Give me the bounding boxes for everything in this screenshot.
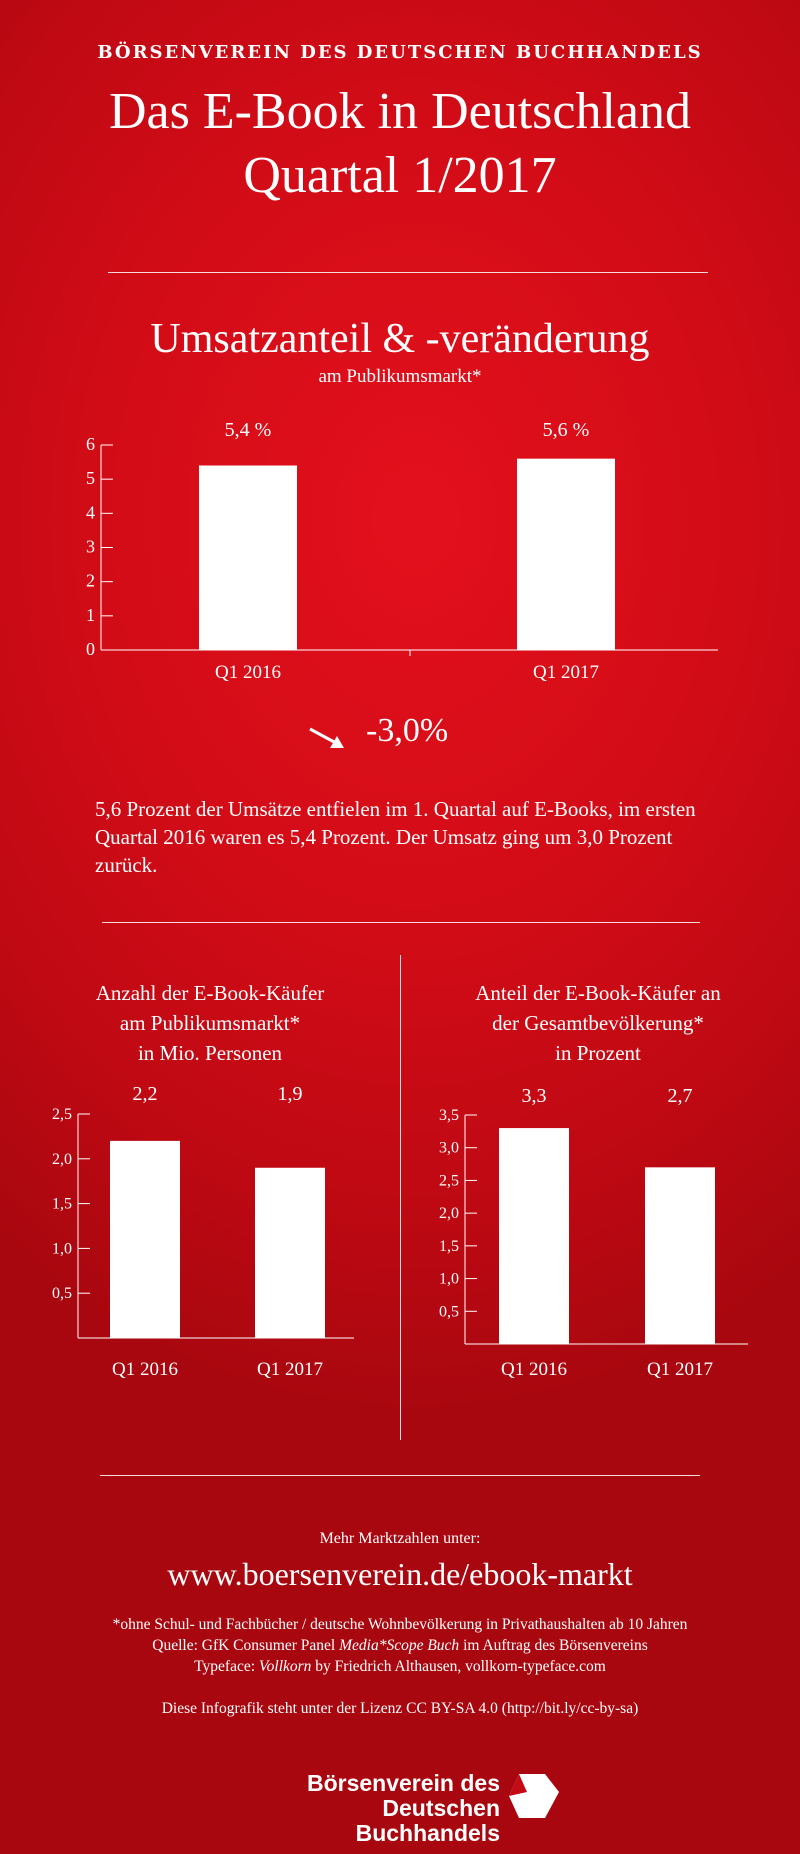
chart2-y-tick-label: 2,5 — [52, 1106, 72, 1123]
chart3-category-label: Q1 2017 — [647, 1359, 713, 1380]
chart3-y-tick-label: 3,5 — [439, 1107, 459, 1124]
divider-middle — [102, 922, 700, 923]
chart2-y-tick-label: 0,5 — [52, 1285, 72, 1303]
chart3-title-line: Anteil der E-Book-Käufer an — [475, 981, 721, 1005]
chart2-value-label: 1,9 — [277, 1083, 303, 1105]
more-data-label: Mehr Marktzahlen unter: — [319, 1530, 481, 1547]
footnote-typeface — [0, 1656, 800, 1677]
chart1-bar — [517, 459, 615, 650]
logo-line-2: Deutschen Buchhandels — [355, 1795, 500, 1846]
typeface-prefix: Typeface: — [194, 1658, 259, 1675]
summary-text: 5,6 Prozent der Umsätze entfielen im 1. Quartal auf E-Books, im ersten Quartal 2016 waren es 5,4 Prozent. Der Umsatz ging um 3,0 Prozent zurück. — [95, 797, 696, 877]
chart2-value-label: 2,2 — [132, 1083, 158, 1105]
logo-text — [238, 1771, 500, 1846]
chart2-bar — [110, 1141, 180, 1338]
chart3-y-tick-label: 1,5 — [439, 1237, 459, 1255]
chart2-category-label: Q1 2016 — [112, 1359, 178, 1380]
chart2-y-tick-label: 2,0 — [52, 1150, 72, 1168]
chart1-category-label: Q1 2017 — [533, 662, 599, 683]
source-suffix: im Auftrag des Börsenvereins — [459, 1637, 648, 1654]
chart3-title — [428, 978, 768, 1068]
chart1-y-tick-label: 0 — [86, 639, 95, 659]
footnote-source — [0, 1635, 800, 1656]
typeface-name: Vollkorn — [258, 1658, 312, 1675]
chart3-bar — [499, 1128, 569, 1344]
chart1-y-tick-label: 5 — [86, 468, 95, 489]
typeface-suffix: by Friedrich Althausen, vollkorn-typeface.com — [311, 1658, 606, 1675]
source-name: Media*Scope Buch — [339, 1637, 460, 1654]
chart2-y-tick-label: 1,0 — [52, 1240, 72, 1258]
chart3-y-tick-label: 1,0 — [439, 1270, 459, 1288]
chart3-y-tick-label: 0,5 — [439, 1303, 459, 1321]
chart3-y-tick-label: 2,5 — [439, 1172, 459, 1190]
chart3-value-label: 2,7 — [667, 1085, 693, 1107]
chart1-y-tick-label: 1 — [86, 604, 95, 625]
boersenverein-logo-icon — [505, 1770, 561, 1822]
website-link[interactable]: www.boersenverein.de/ebook-markt — [167, 1556, 633, 1592]
chart-umsatzanteil — [0, 420, 800, 700]
chart3-category-label: Q1 2016 — [501, 1359, 567, 1380]
footnote-note: *ohne Schul- und Fachbücher / deutsche Wohnbevölkerung in Privathaushalten ab 10 Jahren — [112, 1616, 688, 1633]
chart3-title-line: in Prozent — [555, 1041, 641, 1065]
footnotes — [0, 1614, 800, 1677]
chart1-bar — [199, 466, 297, 651]
org-header: BÖRSENVEREIN DES DEUTSCHEN BUCHHANDELS — [97, 42, 703, 63]
title-line-2: Quartal 1/2017 — [243, 147, 557, 204]
section1-title: Umsatzanteil & -veränderung — [150, 316, 650, 362]
chart3-bar — [645, 1167, 715, 1344]
chart3-title-line: der Gesamtbevölkerung* — [492, 1011, 704, 1035]
chart2-bar — [255, 1168, 325, 1338]
license-text: Diese Infografik steht unter der Lizenz CC BY-SA 4.0 (http://bit.ly/cc-by-sa) — [161, 1700, 639, 1717]
chart1-category-label: Q1 2016 — [215, 662, 281, 683]
chart-kaeufer-anteil — [400, 1080, 800, 1380]
divider-bottom — [100, 1475, 700, 1476]
chart1-y-tick-label: 4 — [86, 502, 95, 523]
chart1-y-tick-label: 6 — [86, 434, 95, 454]
change-value: -3,0% — [366, 712, 449, 749]
section1-subtitle: am Publikumsmarkt* — [318, 366, 482, 387]
chart2-y-tick-label: 1,5 — [52, 1195, 72, 1213]
chart3-y-tick-label: 2,0 — [439, 1205, 459, 1223]
chart2-title-line: Anzahl der E-Book-Käufer — [95, 981, 325, 1005]
chart3-value-label: 3,3 — [521, 1085, 547, 1107]
divider-top — [108, 272, 708, 273]
chart2-category-label: Q1 2017 — [257, 1359, 323, 1380]
chart3-y-tick-label: 3,0 — [439, 1139, 459, 1157]
chart1-y-tick-label: 3 — [86, 536, 95, 557]
chart1-value-label: 5,4 % — [224, 420, 272, 441]
page-title — [0, 80, 800, 208]
arrow-down-right-icon — [300, 712, 360, 762]
change-indicator — [300, 712, 520, 762]
chart1-y-tick-label: 2 — [86, 570, 95, 591]
title-line-1: Das E-Book in Deutschland — [108, 83, 691, 140]
chart1-value-label: 5,6 % — [542, 420, 590, 441]
logo-line-1: Börsenverein des — [306, 1770, 500, 1796]
chart2-title — [40, 978, 380, 1068]
source-prefix: Quelle: GfK Consumer Panel — [152, 1637, 340, 1654]
chart2-title-line: in Mio. Personen — [137, 1041, 283, 1065]
chart-kaeufer-anzahl — [0, 1080, 400, 1380]
chart2-title-line: am Publikumsmarkt* — [119, 1011, 301, 1035]
